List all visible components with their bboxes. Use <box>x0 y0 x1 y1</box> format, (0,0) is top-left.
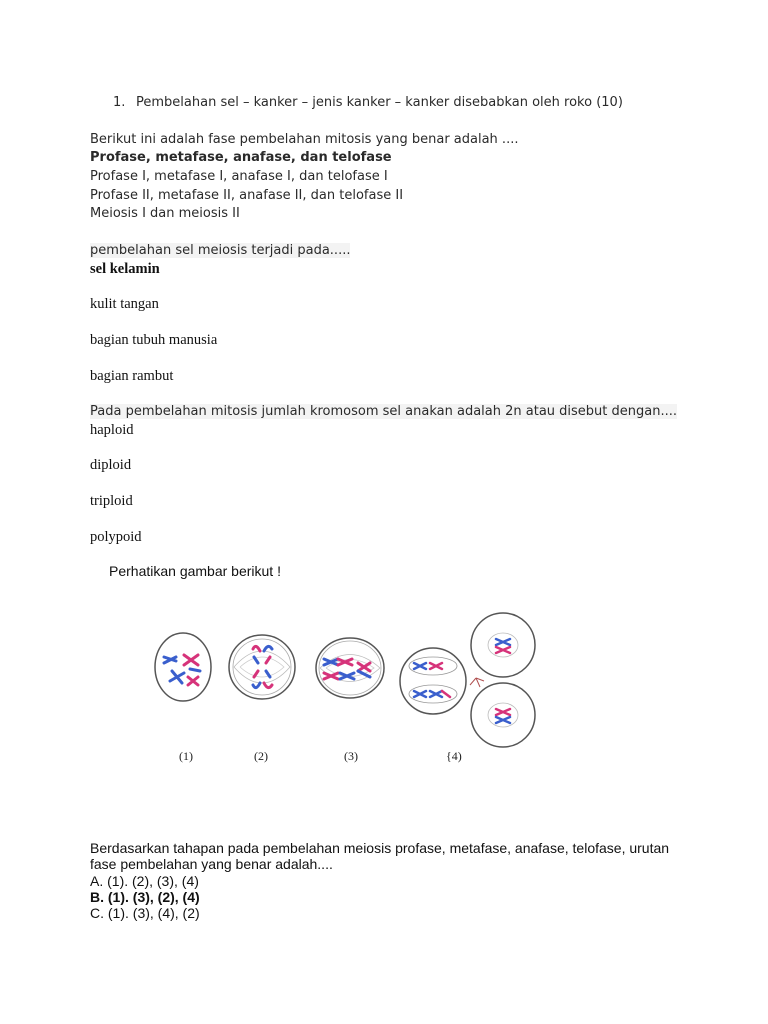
q3-option-c: triploid <box>90 493 133 509</box>
cell-1 <box>155 633 211 701</box>
q1-heading: Pembelahan sel – kanker – jenis kanker – kanker disebabkan oleh roko (10) <box>136 95 623 110</box>
q4-option-b: B. (1). (3), (2), (4) <box>90 889 200 905</box>
q3-option-d: polypoid <box>90 529 142 545</box>
q4-option-c: C. (1). (3), (4), (2) <box>90 905 200 921</box>
daughter-cell-top <box>471 613 535 677</box>
q2-option-d: bagian rambut <box>90 368 174 384</box>
q4-question-line1: Berdasarkan tahapan pada pembelahan meiosis profase, metafase, anafase, telofase, urutan <box>90 840 670 856</box>
q1-number: 1. <box>113 95 126 110</box>
q2-option-b: kulit tangan <box>90 296 159 312</box>
q1-option-a: Profase, metafase, anafase, dan telofase <box>90 150 392 165</box>
q1-option-b: Profase I, metafase I, anafase I, dan telofase I <box>90 169 388 184</box>
cell-2 <box>229 635 295 699</box>
q3-option-a: haploid <box>90 422 134 438</box>
q4-instruction: Perhatikan gambar berikut ! <box>109 563 281 579</box>
cell-division-figure <box>140 605 545 775</box>
division-arrow <box>470 678 484 687</box>
cell-4 <box>400 648 466 714</box>
figure-label-3: (3) <box>344 749 358 763</box>
q2-option-a: sel kelamin <box>90 261 160 277</box>
figure-label-1: (1) <box>179 749 193 763</box>
q3-question: Pada pembelahan mitosis jumlah kromosom sel anakan adalah 2n atau disebut dengan.... <box>90 404 677 419</box>
figure-label-4: {4) <box>446 749 462 763</box>
q1-option-c: Profase II, metafase II, anafase II, dan telofase II <box>90 188 404 203</box>
q4-option-a: A. (1). (2), (3), (4) <box>90 873 199 889</box>
q2-option-c: bagian tubuh manusia <box>90 332 218 348</box>
figure-label-2: (2) <box>254 749 268 763</box>
q2-question: pembelahan sel meiosis terjadi pada..... <box>90 243 351 258</box>
q1-option-d: Meiosis I dan meiosis II <box>90 206 240 221</box>
q4-question-line2: fase pembelahan yang benar adalah.... <box>90 856 333 872</box>
cell-3 <box>316 638 384 698</box>
q3-option-b: diploid <box>90 457 132 473</box>
q1-question: Berikut ini adalah fase pembelahan mitosis yang benar adalah .... <box>90 132 519 147</box>
daughter-cell-bottom <box>471 683 535 747</box>
